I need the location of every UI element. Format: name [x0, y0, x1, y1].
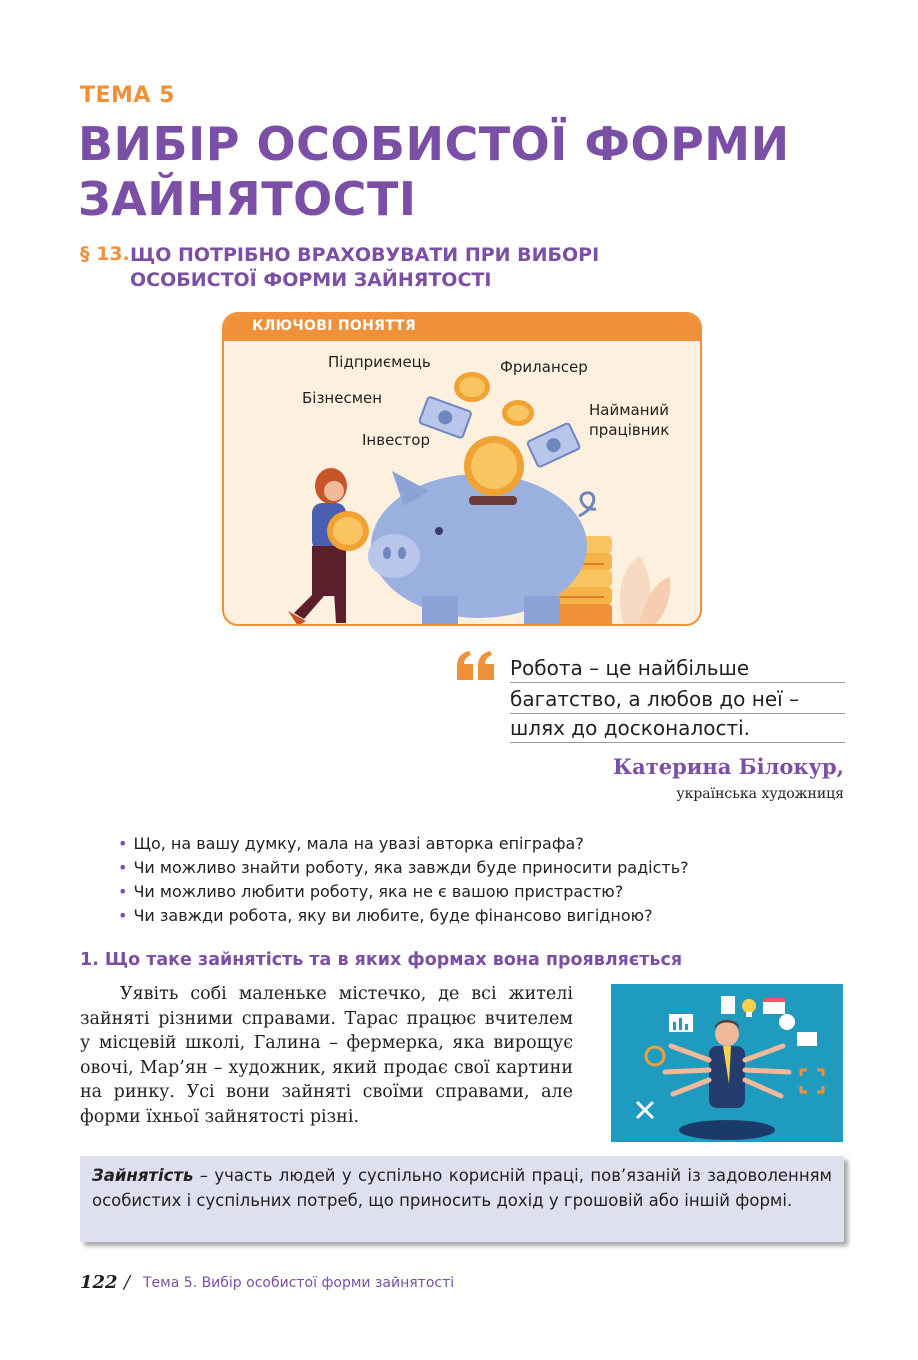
chart-icon [669, 1014, 693, 1032]
key-concepts-heading: КЛЮЧОВІ ПОНЯТТЯ [252, 318, 416, 334]
key-concepts-header [224, 314, 700, 341]
paragraph-title-line-1: ЩО ПОТРІБНО ВРАХОВУВАТИ ПРИ ВИБОРІ [130, 244, 600, 266]
running-title: Тема 5. Вибір особистої форми зайнятості [143, 1275, 455, 1291]
question-list [118, 832, 689, 928]
coin-icon-large [464, 436, 524, 496]
definition-body: – участь людей у суспільно корисній праці, пов’язаній із задоволенням особистих і суспільних потреб, що приносить дохід у грошовій або іншій формі. [92, 1166, 832, 1210]
browser-window-icon [763, 998, 785, 1014]
paragraph-title-line-2: ОСОБИСТОЇ ФОРМИ ЗАЙНЯТОСТІ [130, 269, 492, 291]
term-employee-line-2: працівник [589, 421, 670, 439]
bullet-icon: • [118, 882, 128, 901]
question-text: Чи можливо знайти роботу, яка завжди буде приносити радість? [133, 858, 689, 877]
section-paragraph: Уявіть собі маленьке містечко, де всі жителі зайняті різними справами. Тарас працює вчителем у місцевій школі, Галина – фермерка, яка вирощує овочі, Мар’ян – художник, який продає свої картини на ринку. Усі вони зайняті своїми справами, але форми їхньої зайнятості різні. [80, 984, 573, 1127]
epigraph-line-3: шлях до досконалості. [510, 714, 845, 743]
clock-icon [779, 1014, 795, 1030]
paragraph-number: § 13. [80, 243, 130, 265]
key-concepts-box [222, 312, 702, 626]
term-entrepreneur: Підприємець [328, 353, 431, 371]
page-title-line-2: ЗАЙНЯТОСТІ [78, 172, 417, 226]
term-businessman: Бізнесмен [302, 389, 383, 407]
term-investor: Інвестор [362, 431, 430, 449]
coin-icon-top [454, 372, 490, 402]
plant-icon [620, 556, 670, 626]
definition-term: Зайнятість [92, 1166, 194, 1185]
bullet-icon: • [118, 858, 128, 877]
definition-text [92, 1164, 832, 1213]
document-icon [721, 996, 735, 1014]
multitasking-businessman-image [611, 984, 843, 1142]
epigraph-author: Катерина Білокур, [613, 754, 844, 779]
question-text: Чи можливо любити роботу, яка не є вашою пристрастю? [133, 882, 624, 901]
woman-with-coin-figure [288, 468, 369, 626]
epigraph-line-1: Робота – це найбільше [510, 654, 845, 683]
paragraph-title [130, 243, 690, 293]
definition-box [80, 1156, 844, 1242]
term-employee-line-1: Найманий [589, 401, 670, 419]
list-item [118, 856, 689, 880]
coin-icon-right [502, 400, 534, 426]
term-employee [589, 400, 669, 440]
envelope-icon [797, 1032, 817, 1046]
section-body [80, 982, 573, 1129]
question-text: Чи завжди робота, яку ви любите, буде фінансово вигідною? [133, 906, 653, 925]
piggy-bank-illustration [224, 341, 700, 626]
epigraph-line-2: багатство, а любов до неї – [510, 685, 845, 714]
page-number: 122 [80, 1272, 118, 1293]
bullet-icon: • [118, 834, 128, 853]
quote-mark-icon [455, 650, 497, 682]
epigraph-author-role: українська художниця [676, 786, 844, 802]
topic-label: ТЕМА 5 [80, 83, 175, 108]
footer-separator: / [124, 1272, 131, 1293]
term-freelancer: Фрилансер [500, 358, 588, 376]
question-text: Що, на вашу думку, мала на увазі авторка епіграфа? [133, 834, 584, 853]
section-heading: 1. Що таке зайнятість та в яких формах вона проявляється [80, 950, 683, 970]
list-item [118, 904, 689, 928]
page-title [78, 117, 838, 227]
list-item [118, 880, 689, 904]
list-item [118, 832, 689, 856]
page-title-line-1: ВИБІР ОСОБИСТОЇ ФОРМИ [78, 117, 790, 171]
bullet-icon: • [118, 906, 128, 925]
banknote-icon-right [527, 423, 581, 468]
